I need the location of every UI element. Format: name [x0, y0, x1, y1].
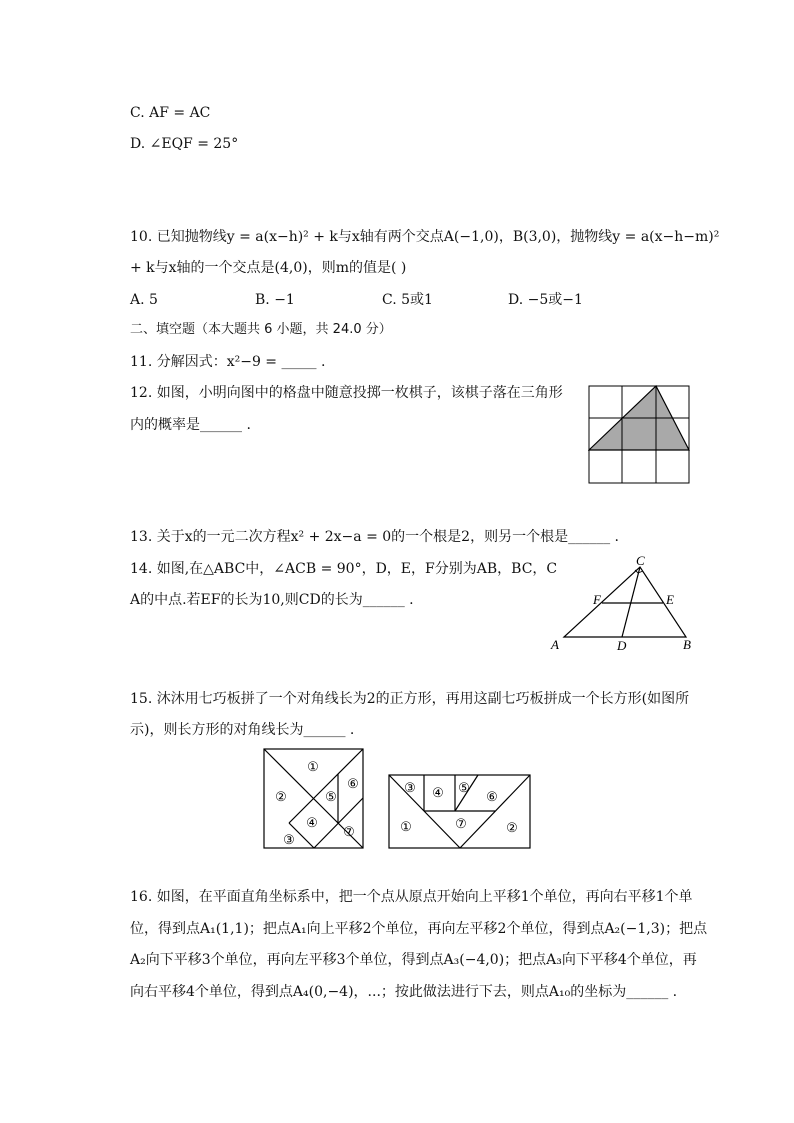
q10-option-c: C. 5或1 [382, 292, 433, 308]
label-e: E [666, 592, 674, 607]
q10-option-b: B. −1 [255, 292, 295, 308]
label-b: B [683, 637, 691, 652]
square-piece-2: ② [275, 789, 287, 804]
q12-grid-figure [588, 385, 690, 487]
square-piece-3: ③ [283, 832, 295, 847]
rect-piece-6: ⑥ [486, 789, 498, 804]
q10-stem-line1: 10. 已知抛物线y = a(x−h)² + k与x轴有两个交点A(−1,0)，B(3,0)，抛物线y = a(x−h−m)² [130, 229, 720, 245]
q14-triangle-figure [548, 555, 694, 655]
square-piece-5: ⑤ [325, 789, 337, 804]
q14-stem-line2: A的中点.若EF的长为10,则CD的长为______ . [130, 592, 414, 608]
q15-tangram-rectangle [388, 774, 532, 850]
rect-piece-7: ⑦ [455, 816, 467, 831]
rect-piece-2: ② [506, 820, 518, 835]
square-piece-1: ① [307, 759, 319, 774]
label-f: F [593, 592, 601, 607]
q10-stem-line2: + k与x轴的一个交点是(4,0)，则m的值是( ) [130, 260, 407, 276]
label-a: A [551, 637, 559, 652]
rect-piece-3: ③ [404, 780, 416, 795]
square-piece-4: ④ [306, 815, 318, 830]
q16-stem-line4: 向右平移4个单位，得到点A₄(0,−4)，...；按此做法进行下去，则点A₁₀的坐标为______ . [130, 984, 678, 1000]
q15-tangram-square [262, 747, 366, 851]
q10-option-a: A. 5 [130, 292, 158, 308]
q9-option-c: C. AF = AC [130, 105, 211, 121]
rect-piece-1: ① [400, 819, 412, 834]
section-heading: 二、填空题（本大题共 6 小题，共 24.0 分） [130, 322, 392, 337]
q15-stem-line2: 示)，则长方形的对角线长为______ . [130, 722, 355, 738]
q15-stem-line1: 15. 沐沐用七巧板拼了一个对角线长为2的正方形，再用这副七巧板拼成一个长方形(如图所 [130, 691, 690, 707]
q10-option-d: D. −5或−1 [508, 292, 583, 308]
q12-stem-line2: 内的概率是______ . [130, 417, 251, 433]
q11-stem: 11. 分解因式：x²−9 = _____ . [130, 354, 326, 370]
rect-piece-4: ④ [432, 785, 444, 800]
segment-cd [622, 567, 640, 637]
rect-piece-5: ⑤ [458, 780, 470, 795]
square-piece-7: ⑦ [343, 824, 355, 839]
q16-stem-line1: 16. 如图，在平面直角坐标系中，把一个点从原点开始向上平移1个单位，再向右平移1个单 [130, 889, 693, 905]
q14-stem-line1: 14. 如图,在△ABC中，∠ACB = 90°，D，E，F分别为AB，BC，C [130, 561, 558, 577]
q16-stem-line2: 位，得到点A₁(1,1)；把点A₁向上平移2个单位，再向左平移2个单位，得到点A₂(−1,3)；把点 [130, 921, 708, 937]
q12-stem-line1: 12. 如图，小明向图中的格盘中随意投掷一枚棋子，该棋子落在三角形 [130, 385, 563, 401]
q16-stem-line3: A₂向下平移3个单位，再向左平移3个单位，得到点A₃(−4,0)；把点A₃向下平移4个单位，再 [130, 952, 697, 968]
label-c: C [636, 555, 645, 568]
label-d: D [617, 638, 627, 653]
square-piece-6: ⑥ [347, 776, 359, 791]
q9-option-d: D. ∠EQF = 25° [130, 136, 239, 152]
q13-stem: 13. 关于x的一元二次方程x² + 2x−a = 0的一个根是2，则另一个根是______ . [130, 529, 619, 545]
